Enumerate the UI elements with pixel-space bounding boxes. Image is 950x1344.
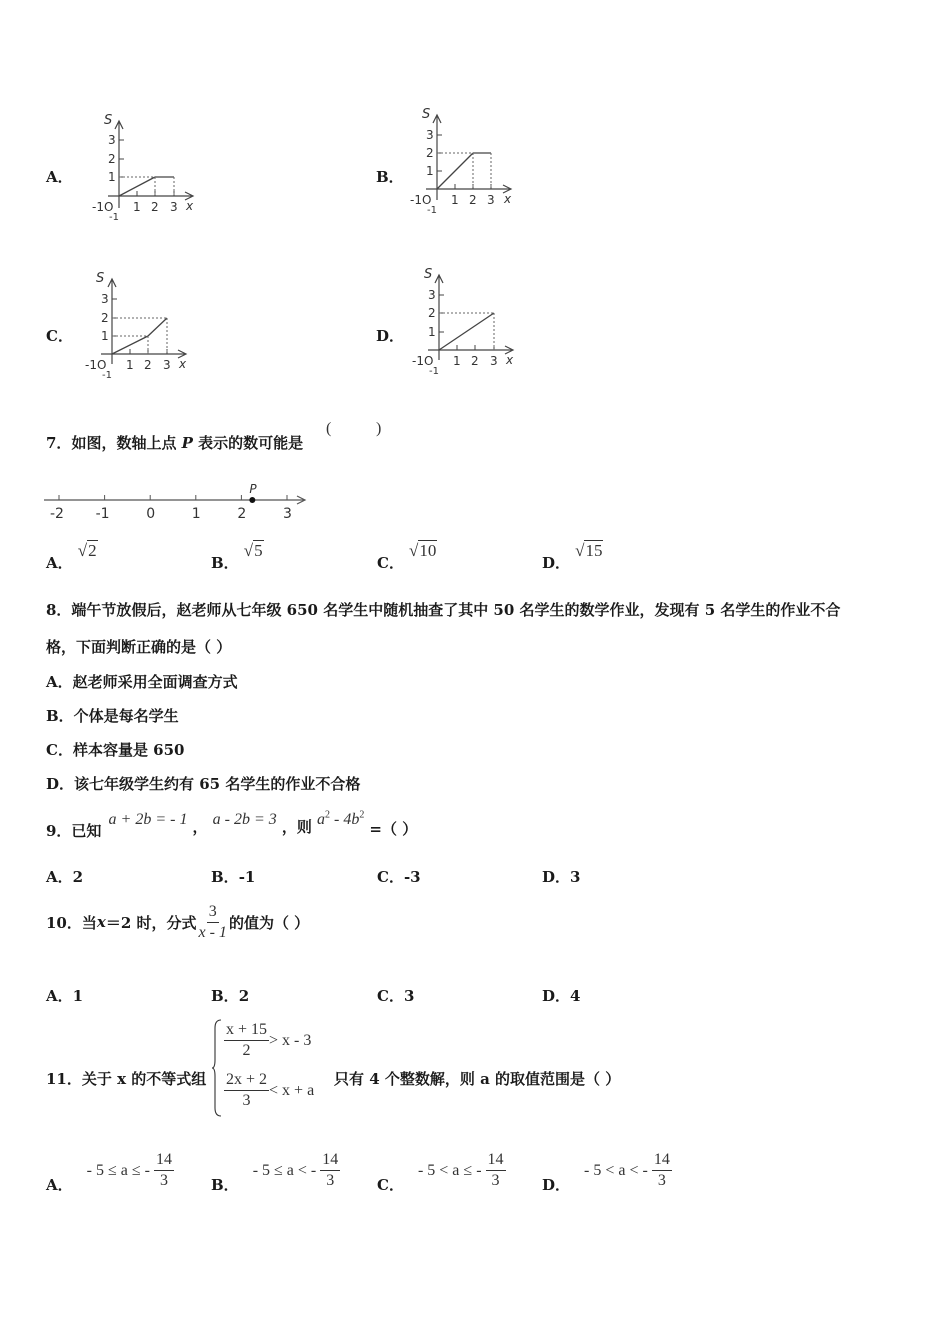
- s-axis-label: S: [96, 271, 105, 286]
- q9-option-a[interactable]: A．2: [46, 868, 84, 886]
- s-axis-label: S: [422, 107, 431, 122]
- q11-prefix: 11．关于 x 的不等式组: [46, 1070, 207, 1088]
- x-tick-2: 2: [144, 358, 152, 372]
- q10-suffix: 的值为（ ）: [228, 913, 310, 932]
- y-tick-1: 1: [426, 164, 434, 178]
- q9-expression: $a^2 - 4b^2$: [316, 809, 365, 828]
- x-axis-label: x: [506, 353, 514, 367]
- q11-inequality-2: $\frac{2x + 2}{3}$ < x + a: [226, 1071, 315, 1109]
- number-line-tick-label: 3: [283, 506, 292, 522]
- q9-equation-1: a + 2b = - 1: [108, 811, 188, 828]
- x-tick-2: 2: [469, 193, 477, 207]
- q7-option-b[interactable]: B． √5: [211, 541, 263, 572]
- option-a-label: A．: [46, 168, 73, 186]
- y-tick-1: 1: [108, 170, 116, 184]
- origin-label: -1O: [92, 200, 114, 214]
- q9-comma: ，: [192, 818, 208, 836]
- x-axis-label: x: [504, 192, 512, 206]
- s-axis-label: S: [424, 267, 433, 282]
- q10-option-a[interactable]: A．1: [46, 987, 84, 1005]
- q11-option-d[interactable]: D． - 5 < a < - $\frac{14}{3}$: [542, 1151, 670, 1194]
- y-tick-3: 3: [428, 288, 436, 302]
- q10-option-b[interactable]: B．2: [211, 987, 250, 1005]
- option-d-label: D．: [376, 327, 405, 345]
- q9-equation-2: a - 2b = 3: [212, 811, 277, 828]
- option-c-graph: [82, 266, 202, 381]
- number-line-tick-label: 2: [237, 506, 247, 522]
- x-tick-1: 1: [451, 193, 459, 207]
- q9-stem: [46, 808, 418, 840]
- q7-option-d[interactable]: D． √15: [542, 541, 603, 572]
- q7-stem: [46, 432, 303, 453]
- q11-option-a[interactable]: A． - 5 ≤ a ≤ - $\frac{14}{3}$: [46, 1151, 172, 1194]
- q11-option-c[interactable]: C． - 5 < a ≤ - $\frac{14}{3}$: [377, 1151, 504, 1194]
- x-tick-3: 3: [163, 358, 171, 372]
- sqrt-expression: √2: [77, 541, 97, 560]
- number-line-tick-label: -1: [95, 506, 110, 522]
- origin-label: -1O: [85, 358, 107, 372]
- y-tick-2: 2: [428, 306, 436, 320]
- y-tick-3: 3: [108, 133, 116, 147]
- q8-option-b[interactable]: B．个体是每名学生: [46, 707, 179, 725]
- graph-line: [112, 318, 167, 354]
- sqrt-expression: √15: [575, 541, 603, 560]
- q8-option-c[interactable]: C．样本容量是 650: [46, 741, 185, 759]
- q10-var: x: [96, 913, 106, 931]
- option-b-label: B．: [376, 168, 404, 186]
- y-tick-1: 1: [101, 329, 109, 343]
- q7-number-line: [40, 484, 320, 524]
- q8-option-a[interactable]: A．赵老师采用全面调查方式: [46, 673, 238, 691]
- option-a-graph: [88, 110, 208, 225]
- q10-fraction: $\frac{3}{x - 1}$: [198, 902, 227, 941]
- x-tick-1: 1: [133, 200, 141, 214]
- neg-tick: -1: [102, 370, 112, 381]
- neg-tick: -1: [429, 366, 439, 377]
- q10-prefix: 10．当: [46, 913, 97, 932]
- y-tick-2: 2: [108, 152, 116, 166]
- number-line-tick-label: 0: [146, 506, 156, 522]
- number-line-tick-label: 1: [191, 506, 201, 522]
- q11-suffix: 只有 4 个整数解，则 a 的取值范围是（ ）: [334, 1070, 621, 1088]
- q7-option-c[interactable]: C． √10: [377, 541, 437, 572]
- q9-option-b[interactable]: B．-1: [211, 868, 256, 886]
- q8-stem-line1: 8．端午节放假后，赵老师从七年级 650 名学生中随机抽查了其中 50 名学生的数学作业，发现有 5 名学生的作业不合: [46, 601, 841, 619]
- q9-number: 9．已知: [46, 822, 102, 840]
- y-tick-2: 2: [426, 146, 434, 160]
- x-tick-1: 1: [453, 354, 461, 368]
- q10-mid: ＝2 时，分式: [105, 913, 197, 932]
- x-axis-label: x: [179, 357, 187, 371]
- x-tick-2: 2: [151, 200, 159, 214]
- sqrt-expression: √5: [243, 541, 263, 560]
- option-d-graph: [410, 262, 530, 377]
- option-c-label: C．: [46, 327, 73, 345]
- origin-label: -1O: [412, 354, 434, 368]
- y-tick-2: 2: [101, 311, 109, 325]
- y-tick-3: 3: [101, 292, 109, 306]
- y-tick-1: 1: [428, 325, 436, 339]
- q10-option-c[interactable]: C．3: [377, 987, 415, 1005]
- q9-option-d[interactable]: D．3: [542, 868, 581, 886]
- sqrt-expression: √10: [409, 541, 437, 560]
- point-p-marker: [249, 497, 255, 503]
- q8-stem-line2: 格，下面判断正确的是（ ）: [46, 638, 232, 656]
- q11-inequality-1: $\frac{x + 15}{2}$ > x - 3: [226, 1021, 312, 1059]
- s-axis-label: S: [104, 113, 113, 128]
- q9-tail: =（ ）: [369, 820, 418, 838]
- neg-tick: -1: [427, 205, 437, 216]
- origin-label: -1O: [410, 193, 432, 207]
- x-tick-3: 3: [487, 193, 495, 207]
- number-line-tick-label: -2: [50, 506, 64, 522]
- q7-paren-open: (: [326, 420, 332, 437]
- graph-line: [439, 313, 494, 350]
- q11-option-b[interactable]: B． - 5 ≤ a < - $\frac{14}{3}$: [211, 1151, 339, 1194]
- point-p-label: P: [249, 484, 257, 496]
- x-tick-3: 3: [490, 354, 498, 368]
- q7-paren-close: ): [376, 420, 382, 437]
- neg-tick: -1: [109, 212, 119, 223]
- q10-stem: [46, 898, 309, 946]
- option-b-graph: [408, 104, 528, 219]
- q7-text-before: 如图，数轴上点: [71, 434, 182, 452]
- q7-text-after: 表示的数可能是: [192, 434, 304, 452]
- y-tick-3: 3: [426, 128, 434, 142]
- x-tick-1: 1: [126, 358, 134, 372]
- graph-line: [437, 153, 491, 189]
- graph-axes: [428, 275, 513, 360]
- q8-option-d[interactable]: D．该七年级学生约有 65 名学生的作业不合格: [46, 775, 361, 793]
- q11-brace: [211, 1018, 223, 1118]
- q7-point: P: [181, 434, 193, 452]
- x-tick-2: 2: [471, 354, 479, 368]
- x-axis-label: x: [186, 199, 194, 213]
- graph-axes: [101, 279, 186, 364]
- q7-option-a[interactable]: A． √2: [46, 541, 97, 572]
- q9-option-c[interactable]: C．-3: [377, 868, 421, 886]
- q10-option-d[interactable]: D．4: [542, 987, 581, 1005]
- graph-line: [119, 177, 174, 196]
- q9-then: ，则: [281, 818, 312, 836]
- q7-number: 7．: [46, 434, 72, 452]
- x-tick-3: 3: [170, 200, 178, 214]
